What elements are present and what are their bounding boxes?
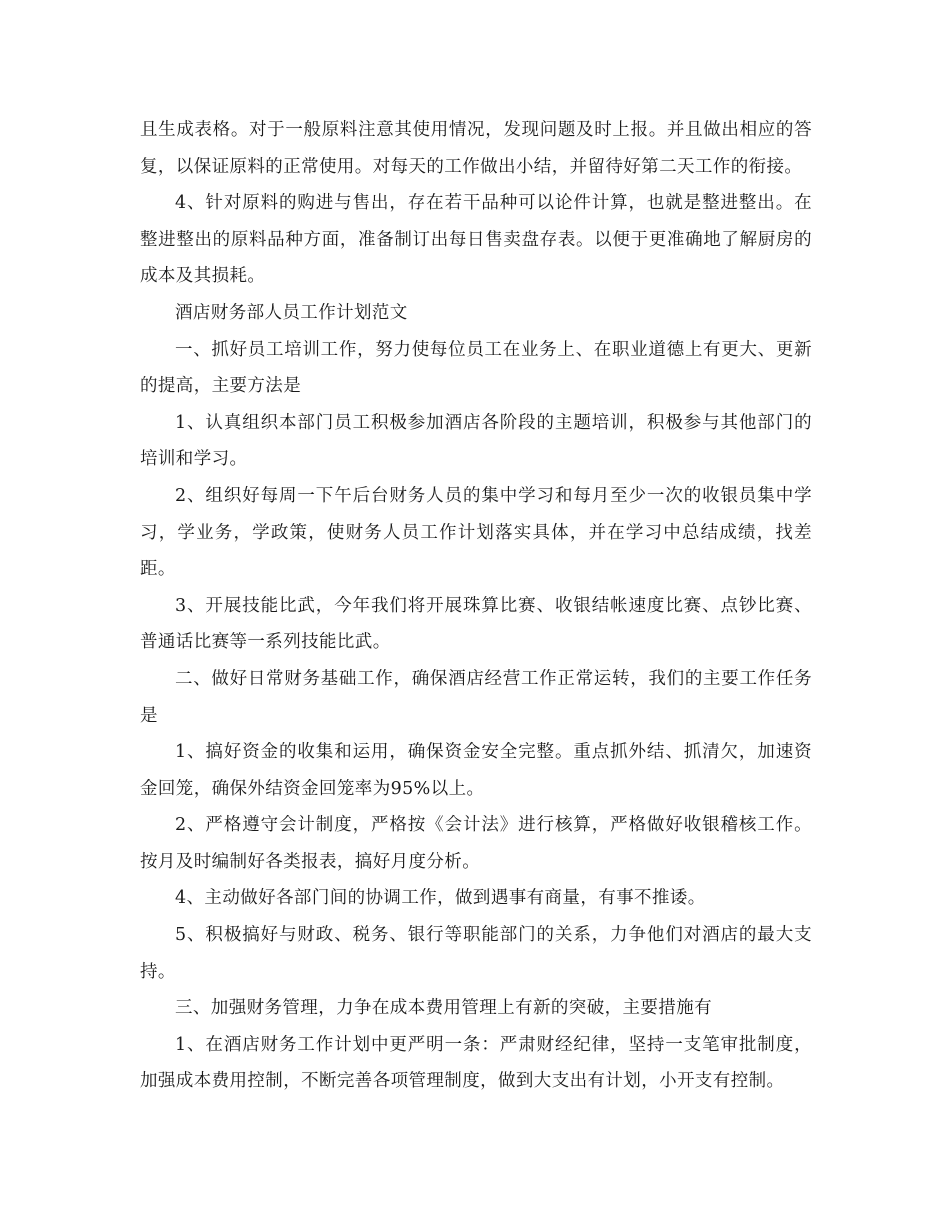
paragraph: 2、组织好每周一下午后台财务人员的集中学习和每月至少一次的收银员集中学习，学业务，学政策，使财务人员工作计划落实具体，并在学习中总结成绩，找差距。	[140, 485, 812, 580]
paragraph: 4、针对原料的购进与售出，存在若干品种可以论件计算，也就是整进整出。在整进整出的原料品种方面，准备制订出每日售卖盘存表。以便于更准确地了解厨房的成本及其损耗。	[140, 193, 812, 287]
document-page	[140, 112, 812, 1100]
paragraph: 5、积极搞好与财政、税务、银行等职能部门的关系，力争他们对酒店的最大支持。	[140, 925, 812, 982]
section-heading: 酒店财务部人员工作计划范文	[175, 302, 408, 323]
paragraph: 1、在酒店财务工作计划中更严明一条：严肃财经纪律，坚持一支笔审批制度，加强成本费用控制，不断完善各项管理制度，做到大支出有计划，小开支有控制。	[140, 1034, 812, 1092]
paragraph: 2、严格遵守会计制度，严格按《会计法》进行核算，严格做好收银稽核工作。按月及时编制好各类报表，搞好月度分析。	[140, 815, 812, 872]
paragraph: 1、搞好资金的收集和运用，确保资金安全完整。重点抓外结、抓清欠，加速资金回笼，确保外结资金回笼率为95%以上。	[140, 742, 812, 799]
paragraph: 一、抓好员工培训工作，努力使每位员工在业务上、在职业道德上有更大、更新的提高，主要方法是	[140, 339, 812, 397]
paragraph: 二、做好日常财务基础工作，确保酒店经营工作正常运转，我们的主要工作任务是	[140, 668, 812, 726]
paragraph: 4、主动做好各部门间的协调工作，做到遇事有商量，有事不推诿。	[175, 888, 706, 909]
paragraph: 1、认真组织本部门员工积极参加酒店各阶段的主题培训，积极参与其他部门的培训和学习。	[140, 412, 812, 470]
paragraph: 3、开展技能比武，今年我们将开展珠算比赛、收银结帐速度比赛、点钞比赛、普通话比赛等一系列技能比武。	[140, 595, 812, 653]
paragraph: 且生成表格。对于一般原料注意其使用情况，发现问题及时上报。并且做出相应的答复，以保证原料的正常使用。对每天的工作做出小结，并留待好第二天工作的衔接。	[140, 120, 812, 177]
paragraph: 三、加强财务管理，力争在成本费用管理上有新的突破，主要措施有	[175, 998, 712, 1019]
